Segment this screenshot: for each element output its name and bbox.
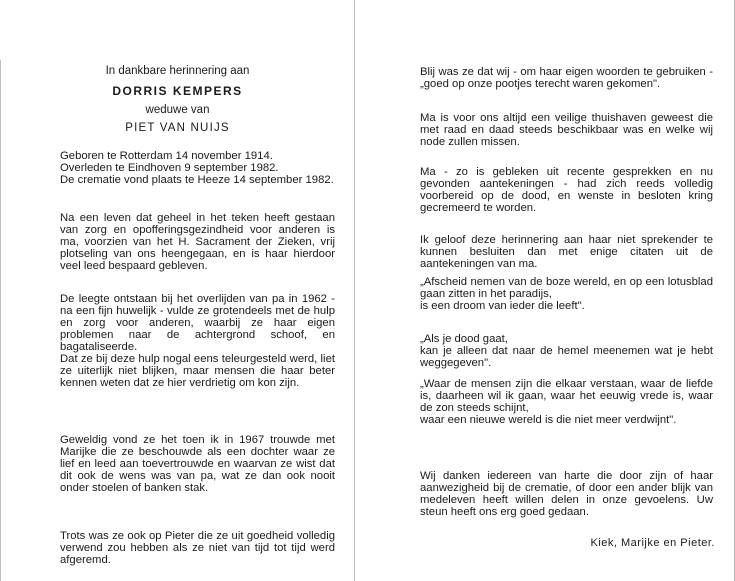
dates-paragraph: Geboren te Rotterdam 14 november 1914. Overleden te Eindhoven 9 september 1982. De crematie vond plaats te Heeze 14 september 1982.: [60, 150, 334, 186]
left-paragraph-2: Na een leven dat geheel in het teken heeft gestaan van zorg en opofferingsgezindheid voor anderen is ma, voorzien van het H. Sacrament der Zieken, vrij plotseling van ons heengegaan, en is haar hierdoor veel leed bespaard gebleven.: [60, 212, 335, 272]
signature: Kiek, Marijke en Pieter.: [590, 537, 715, 549]
left-paragraph-5: Trots was ze ook op Pieter die ze uit goedheid volledig verwend zou hebben als ze niet van tijd tot tijd werd afgeremd.: [60, 530, 335, 566]
right-paragraph-2: Ma is voor ons altijd een veilige thuishaven geweest die met raad en daad steeds beschikbaar was en welke wij node zullen missen.: [420, 112, 713, 148]
left-card-edge: [0, 60, 1, 581]
left-paragraph-3: De leegte ontstaan bij het overlijden van pa in 1962 - na een fijn huwelijk - vulde ze grotendeels met de hulp en zorg voor anderen, waarbij ze haar eigen problemen naar de achtergrond schoof, en bagataliseerde. Dat ze bij deze hulp nogal eens teleurgesteld werd, liet ze uiterlijk niet blijken, maar mensen die haar beter kennen weten dat ze hier verdrietig om kon zijn.: [60, 293, 335, 389]
quote-2: „Als je dood gaat, kan je alleen dat naar de hemel meenemen wat je hebt weggegeven".: [420, 333, 713, 369]
quote-1: „Afscheid nemen van de boze wereld, en op een lotusblad gaan zitten in het paradijs, is een droom van ieder die leeft".: [420, 276, 713, 312]
right-paragraph-5: Wij danken iedereen van harte die door zijn of haar aanwezigheid bij de crematie, of door een ander blijk van medeleven heeft willen delen in onze gevoelens. Uw steun heeft ons erg goed gedaan.: [420, 470, 713, 518]
right-paragraph-1: Blij was ze dat wij - om haar eigen woorden te gebruiken - „goed op onze pootjes terecht waren gekomen".: [420, 66, 713, 90]
widow-line: weduwe van: [145, 104, 210, 116]
quote-3: „Waar de mensen zijn die elkaar verstaan, waar de liefde is, daarheen wil ik gaan, waar het eeuwig vrede is, waar de zon steeds schijnt, waar een nieuwe wereld is die niet meer verdwijnt".: [420, 378, 713, 426]
deceased-name: DORRIS KEMPERS: [112, 84, 243, 98]
husband-name: PIET VAN NUIJS: [125, 122, 230, 134]
left-paragraph-4: Geweldig vond ze het toen ik in 1967 trouwde met Marijke die ze beschouwde als een dochter waar ze lief en leed aan toevertrouwde en waarvan ze wist dat dit ook de wens was van pa, wat ze dan ook nooit onder stoelen of banken stak.: [60, 434, 335, 494]
intro-line: In dankbare herinnering aan: [105, 65, 250, 77]
right-paragraph-3: Ma - zo is gebleken uit recente gesprekken en nu gevonden aantekeningen - had zich reeds volledig voorbereid op de dood, en wenste in besloten kring gecremeerd te worden.: [420, 166, 713, 214]
right-paragraph-4: Ik geloof deze herinnering aan haar niet sprekender te kunnen besluiten dan met enige citaten uit de aantekeningen van ma.: [420, 234, 713, 270]
card-gap: [355, 0, 380, 581]
